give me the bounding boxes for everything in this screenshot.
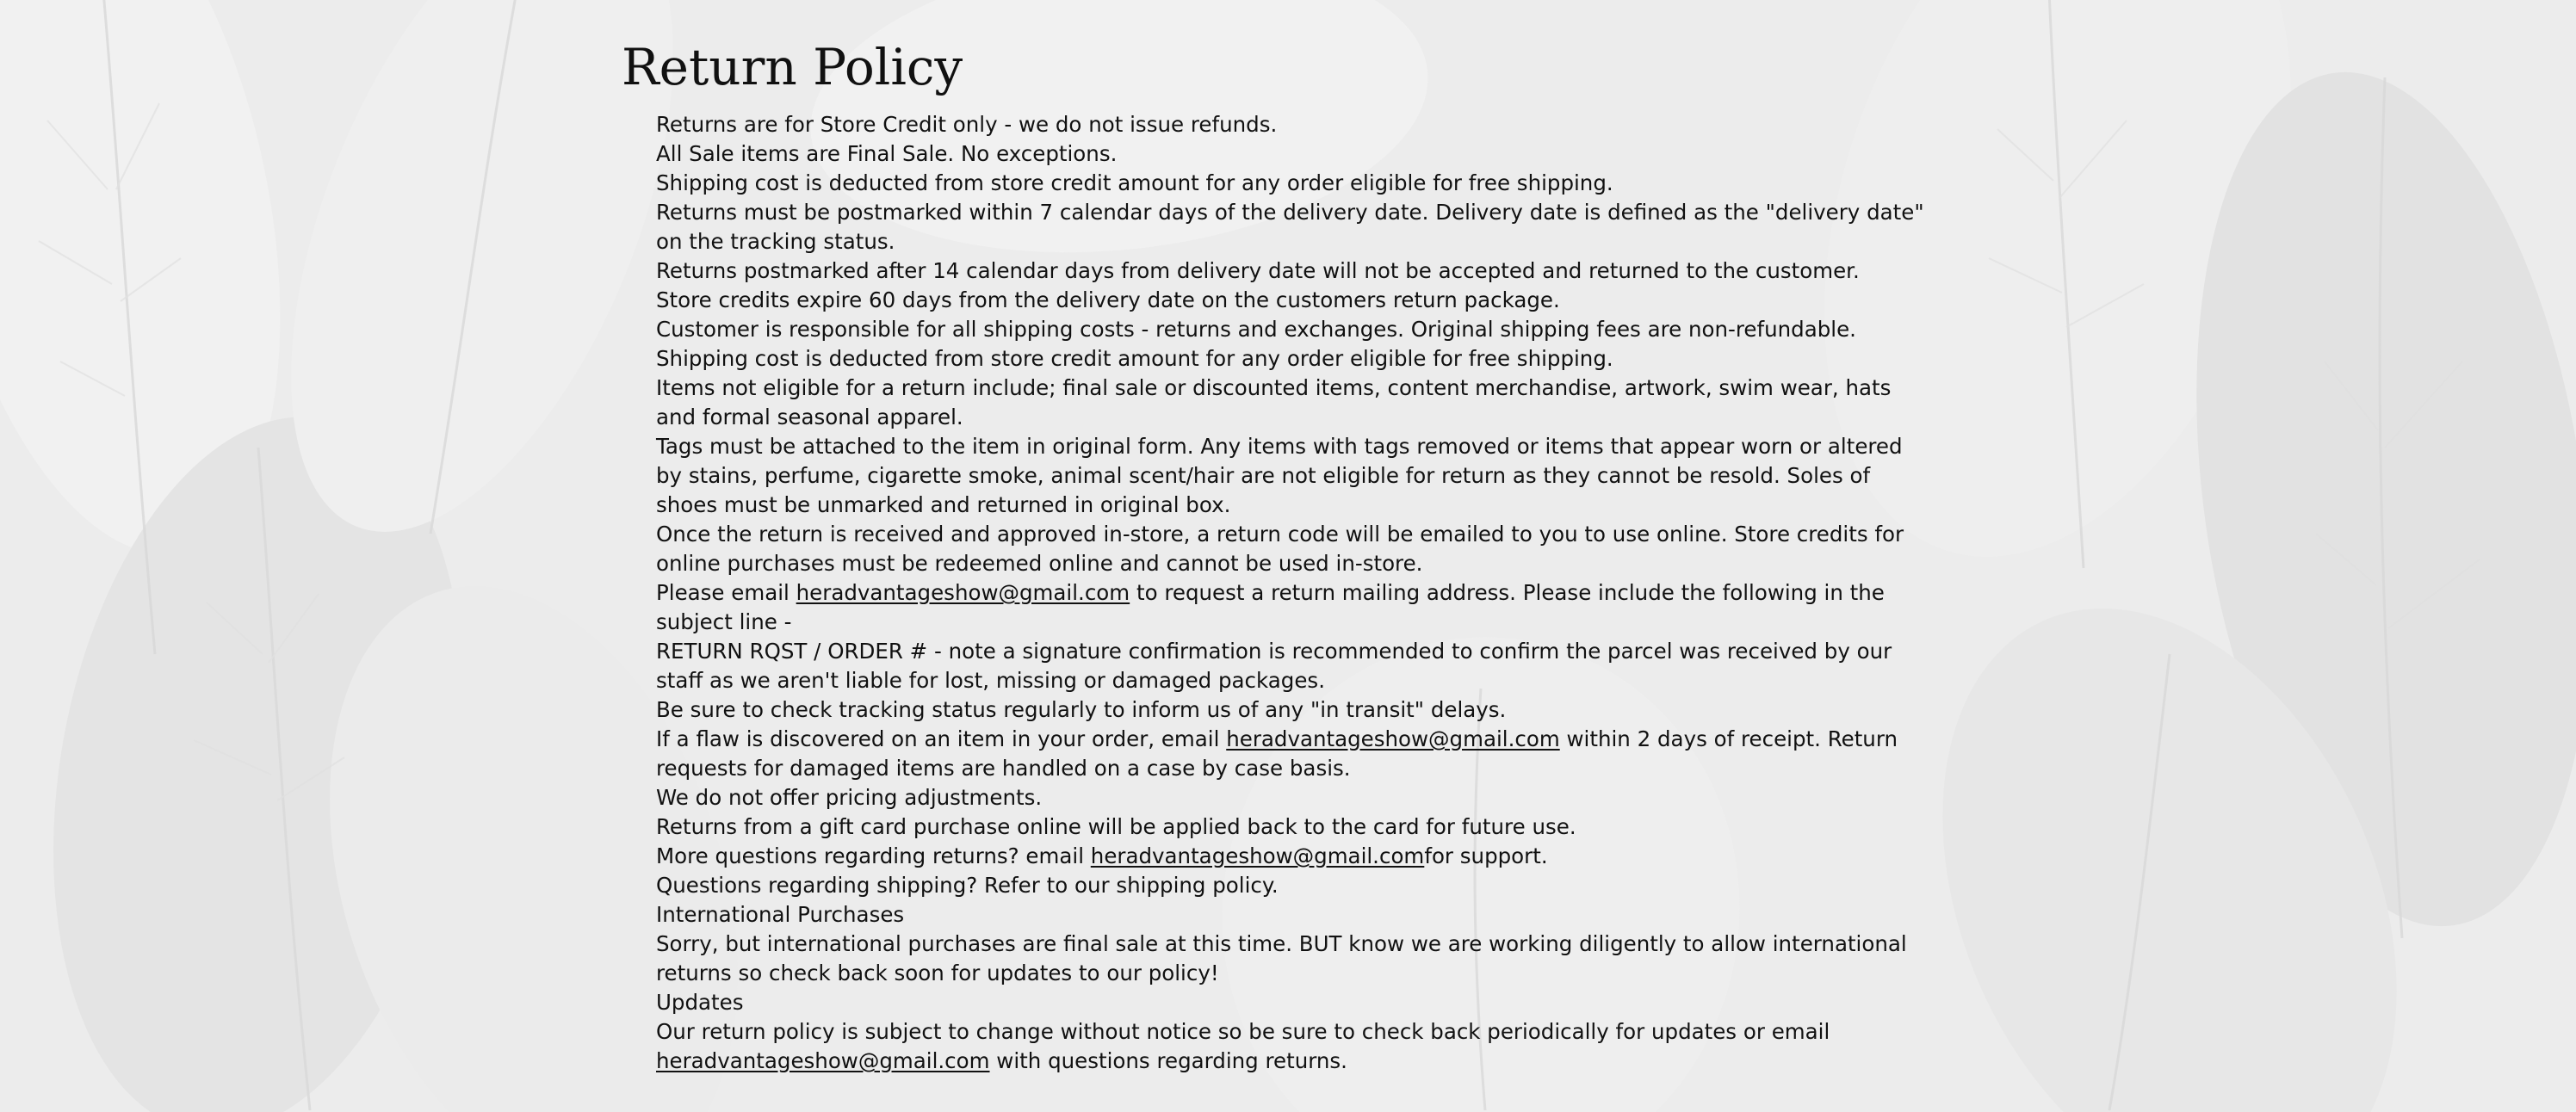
policy-line-more-questions [656,842,1930,871]
updates-heading: Updates [656,990,744,1015]
email-link-support[interactable]: heradvantageshow@gmail.com [1090,843,1425,868]
policy-line-subject-line: RETURN RQST / ORDER # - note a signature confirmation is recommended to confirm the parcel was received by our staff as we aren't liable for lost, missing or damaged packages. [656,639,1892,693]
page-title: Return Policy [622,38,963,96]
policy-line-return-code: Once the return is received and approved in-store, a return code will be emailed to you to use online. Store credits for online purchases must be redeemed online and cannot be used in-store. [656,522,1904,576]
policy-line-tracking-check: Be sure to check tracking status regularly to inform us of any "in transit" delays. [656,697,1507,722]
email-link-flaw-report[interactable]: heradvantageshow@gmail.com [1226,726,1560,751]
policy-line-email-request [656,578,1930,637]
flaw-report-prefix: If a flaw is discovered on an item in your order, email [656,726,1227,751]
updates-suffix: with questions regarding returns. [989,1048,1347,1073]
more-questions-prefix: More questions regarding returns? email [656,843,1091,868]
more-questions-suffix: for support. [1424,843,1548,868]
email-request-prefix: Please email [656,580,796,605]
international-heading: International Purchases [656,902,905,927]
email-request-suffix: to request a return mailing address. Please include the following in the subject line - [656,580,1885,634]
policy-line-no-pricing: We do not offer pricing adjustments. [656,785,1043,810]
return-policy-text [656,110,1930,1076]
policy-line-store-credit-only: Returns are for Store Credit only - we do not issue refunds. [656,112,1278,137]
return-policy-content [622,36,1930,1076]
policy-line-postmark-late: Returns postmarked after 14 calendar days from delivery date will not be accepted and returned to the customer. [656,258,1860,283]
updates-prefix: Our return policy is subject to change without notice so be sure to check back periodically for updates or email [656,1019,1830,1044]
policy-line-shipping-deducted: Shipping cost is deducted from store credit amount for any order eligible for free shipping. [656,170,1613,195]
policy-line-tags-attached: Tags must be attached to the item in original form. Any items with tags removed or items that appear worn or altered by stains, perfume, cigarette smoke, animal scent/hair are not eligible for return as they cannot be resold. Soles of shoes must be unmarked and returned in original box. [656,434,1903,517]
policy-line-not-eligible: Items not eligible for a return include; final sale or discounted items, content merchandise, artwork, swim wear, hats and formal seasonal apparel. [656,375,1892,429]
policy-line-flaw-report [656,725,1930,783]
email-link-updates[interactable]: heradvantageshow@gmail.com [656,1048,990,1073]
policy-line-credit-expiry: Store credits expire 60 days from the delivery date on the customers return package. [656,287,1560,312]
policy-line-gift-card: Returns from a gift card purchase online will be applied back to the card for future use. [656,814,1576,839]
policy-line-sale-final: All Sale items are Final Sale. No exceptions. [656,141,1118,166]
flaw-report-suffix: within 2 days of receipt. Return requests for damaged items are handled on a case by case basis. [656,726,1898,781]
email-link-request-address[interactable]: heradvantageshow@gmail.com [796,580,1130,605]
policy-line-customer-shipping: Customer is responsible for all shipping costs - returns and exchanges. Original shipping fees are non-refundable. [656,317,1856,342]
policy-line-shipping-deducted-repeat: Shipping cost is deducted from store credit amount for any order eligible for free shipping. [656,346,1613,371]
policy-line-postmark-window: Returns must be postmarked within 7 calendar days of the delivery date. Delivery date is defined as the "delivery date" on the tracking status. [656,200,1924,254]
policy-line-shipping-questions: Questions regarding shipping? Refer to our shipping policy. [656,873,1279,898]
policy-line-international: Sorry, but international purchases are final sale at this time. BUT know we are working diligently to allow international returns so check back soon for updates to our policy! [656,931,1907,985]
policy-line-updates [656,1017,1930,1076]
